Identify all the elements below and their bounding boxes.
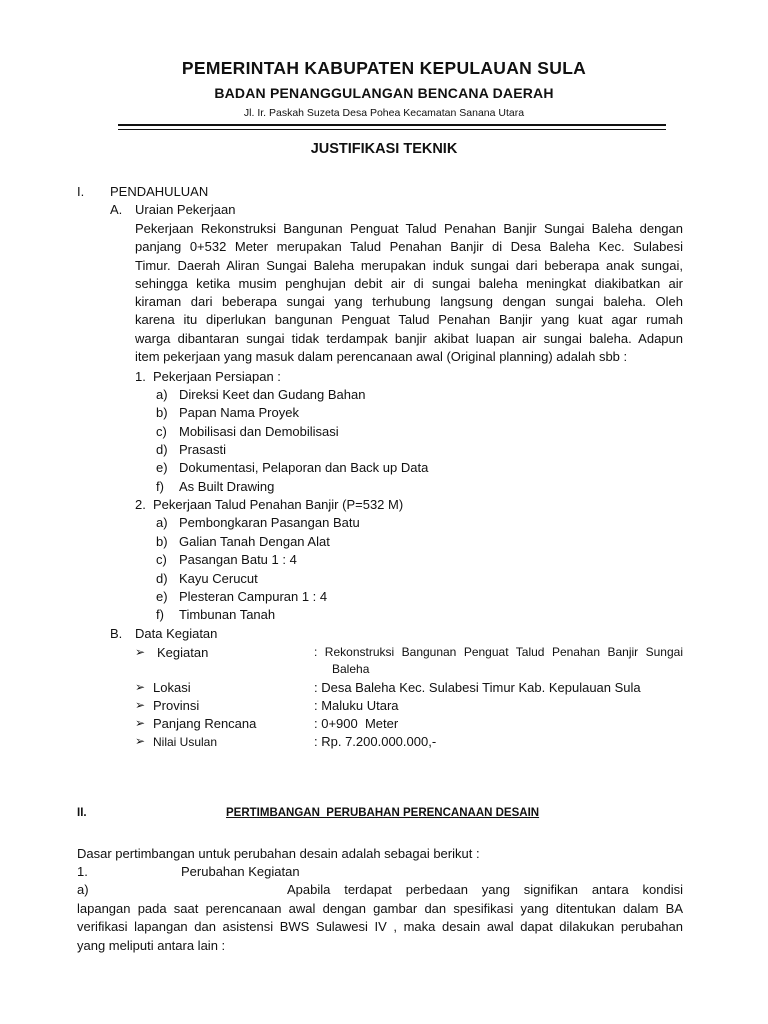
paragraph-line: warga dibantaran sungai tidak terdampak banjir akibat luapan air sungai baleha. Adapun [135, 330, 683, 346]
item-a-first-line: Apabila terdapat perbedaan yang signifikan antara kondisi [287, 882, 683, 897]
data-label-lokasi: Lokasi [153, 680, 191, 695]
agency-name: BADAN PENANGGULANGAN BENCANA DAERAH [214, 85, 554, 101]
section-2-heading: PERTIMBANGAN PERUBAHAN PERENCANAAN DESAIN [226, 807, 540, 819]
data-label-provinsi: Provinsi [153, 698, 200, 713]
item-1-number: 1. [77, 864, 88, 879]
section-2-number: II. [77, 807, 87, 819]
data-value-nilai-usulan: : Rp. 7.200.000.000,- [314, 734, 437, 749]
work-item-letter: e) [156, 460, 168, 475]
uraian-paragraph [135, 220, 683, 366]
work-item-text: Direksi Keet dan Gudang Bahan [179, 387, 366, 402]
work-group-1-number: 1. [135, 369, 146, 384]
paragraph-line: sehingga ketika musim penghujan debit air di sungai baleha meningkat diakibatkan air [135, 275, 683, 291]
paragraph-line: verifikasi lapangan dan asistensi BWS Sulawesi IV , maka desain awal dapat dilakukan perubahan [77, 919, 683, 935]
work-item-text: Galian Tanah Dengan Alat [179, 534, 330, 549]
work-item-text: As Built Drawing [179, 479, 275, 494]
paragraph-line: Timur. Daerah Aliran Sungai Baleha merupakan induk sungai dari beberapa anak sungai, [135, 257, 683, 273]
arrow-bullet-icon: ➢ [135, 645, 146, 659]
subsection-b-heading: Data Kegiatan [135, 626, 218, 641]
work-group-2-label: Pekerjaan Talud Penahan Banjir (P=532 M) [153, 497, 404, 512]
work-group-1-label: Pekerjaan Persiapan : [153, 369, 281, 384]
data-label-kegiatan: Kegiatan [157, 645, 209, 660]
work-item-letter: b) [156, 405, 168, 420]
work-item-text: Prasasti [179, 442, 226, 457]
work-item-letter: e) [156, 589, 168, 604]
paragraph-line: panjang 0+532 Meter merupakan Talud Penahan Banjir di Desa Baleha Kec. Sulabesi [135, 239, 683, 255]
work-item-letter: c) [156, 424, 167, 439]
work-item-text: Dokumentasi, Pelaporan dan Back up Data [179, 460, 429, 475]
data-value-lokasi: : Desa Baleha Kec. Sulabesi Timur Kab. Kepulauan Sula [314, 680, 641, 695]
data-value-panjang-rencana: : 0+900 Meter [314, 716, 399, 731]
work-item-letter: c) [156, 552, 167, 567]
work-item-letter: d) [156, 571, 168, 586]
paragraph-line: Pekerjaan Rekonstruksi Bangunan Penguat Talud Penahan Banjir Sungai Baleha dengan [135, 221, 683, 236]
paragraph-line: lapangan pada saat perencanaan awal dengan gambar dan spesifikasi yang ditentukan dalam BA [77, 901, 683, 916]
section-2-intro: Dasar pertimbangan untuk perubahan desain adalah sebagai berikut : [77, 846, 480, 861]
government-name: PEMERINTAH KABUPATEN KEPULAUAN SULA [181, 58, 587, 78]
arrow-bullet-icon: ➢ [135, 716, 146, 730]
work-group-2-number: 2. [135, 497, 146, 512]
work-item-letter: f) [156, 607, 164, 622]
work-item-text: Mobilisasi dan Demobilisasi [179, 424, 339, 439]
item-1-label: Perubahan Kegiatan [181, 864, 300, 879]
paragraph-line: yang meliputi antara lain : [77, 937, 226, 953]
subsection-a-label: A. [110, 202, 123, 217]
data-label-nilai-usulan: Nilai Usulan [153, 735, 218, 749]
subsection-a-heading: Uraian Pekerjaan [135, 202, 236, 217]
paragraph-line: kiraman dari beberapa sungai yang terhubung langsung dengan sungai baleha. Oleh [135, 294, 683, 310]
paragraph-line: karena itu diperlukan bangunan Penguat Talud Penahan Banjir yang kuat agar rumah [135, 312, 683, 328]
data-value-kegiatan: : Rekonstruksi Bangunan Penguat Talud Penahan Banjir Sungai [314, 645, 683, 659]
agency-address: Jl. Ir. Paskah Suzeta Desa Pohea Kecamatan Sanana Utara [243, 107, 525, 119]
arrow-bullet-icon: ➢ [135, 698, 146, 712]
letterhead-rule-thin [118, 129, 666, 130]
data-value-kegiatan-cont: Baleha [332, 662, 370, 676]
item-a-label: a) [77, 882, 89, 897]
letterhead-rule-thick [118, 124, 666, 126]
work-item-text: Pasangan Batu 1 : 4 [179, 552, 297, 567]
work-item-text: Plesteran Campuran 1 : 4 [179, 589, 328, 604]
work-item-text: Papan Nama Proyek [179, 405, 299, 420]
arrow-bullet-icon: ➢ [135, 680, 146, 694]
arrow-bullet-icon: ➢ [135, 734, 146, 748]
subsection-b-label: B. [110, 626, 123, 641]
paragraph-line: item pekerjaan yang masuk dalam perencanaan awal (Original planning) adalah sbb : [135, 349, 628, 365]
work-item-letter: d) [156, 442, 168, 457]
work-item-letter: a) [156, 515, 168, 530]
document-title: JUSTIFIKASI TEKNIK [310, 141, 458, 157]
work-item-text: Pembongkaran Pasangan Batu [179, 515, 360, 530]
section-1-heading: PENDAHULUAN [110, 184, 209, 199]
work-item-text: Timbunan Tanah [179, 607, 276, 622]
data-label-panjang-rencana: Panjang Rencana [153, 716, 257, 731]
work-item-text: Kayu Cerucut [179, 571, 258, 586]
item-a-paragraph [77, 900, 683, 955]
section-1-number: I. [77, 184, 85, 199]
data-value-provinsi: : Maluku Utara [314, 698, 399, 713]
work-item-letter: f) [156, 479, 164, 494]
work-item-letter: a) [156, 387, 168, 402]
work-item-letter: b) [156, 534, 168, 549]
